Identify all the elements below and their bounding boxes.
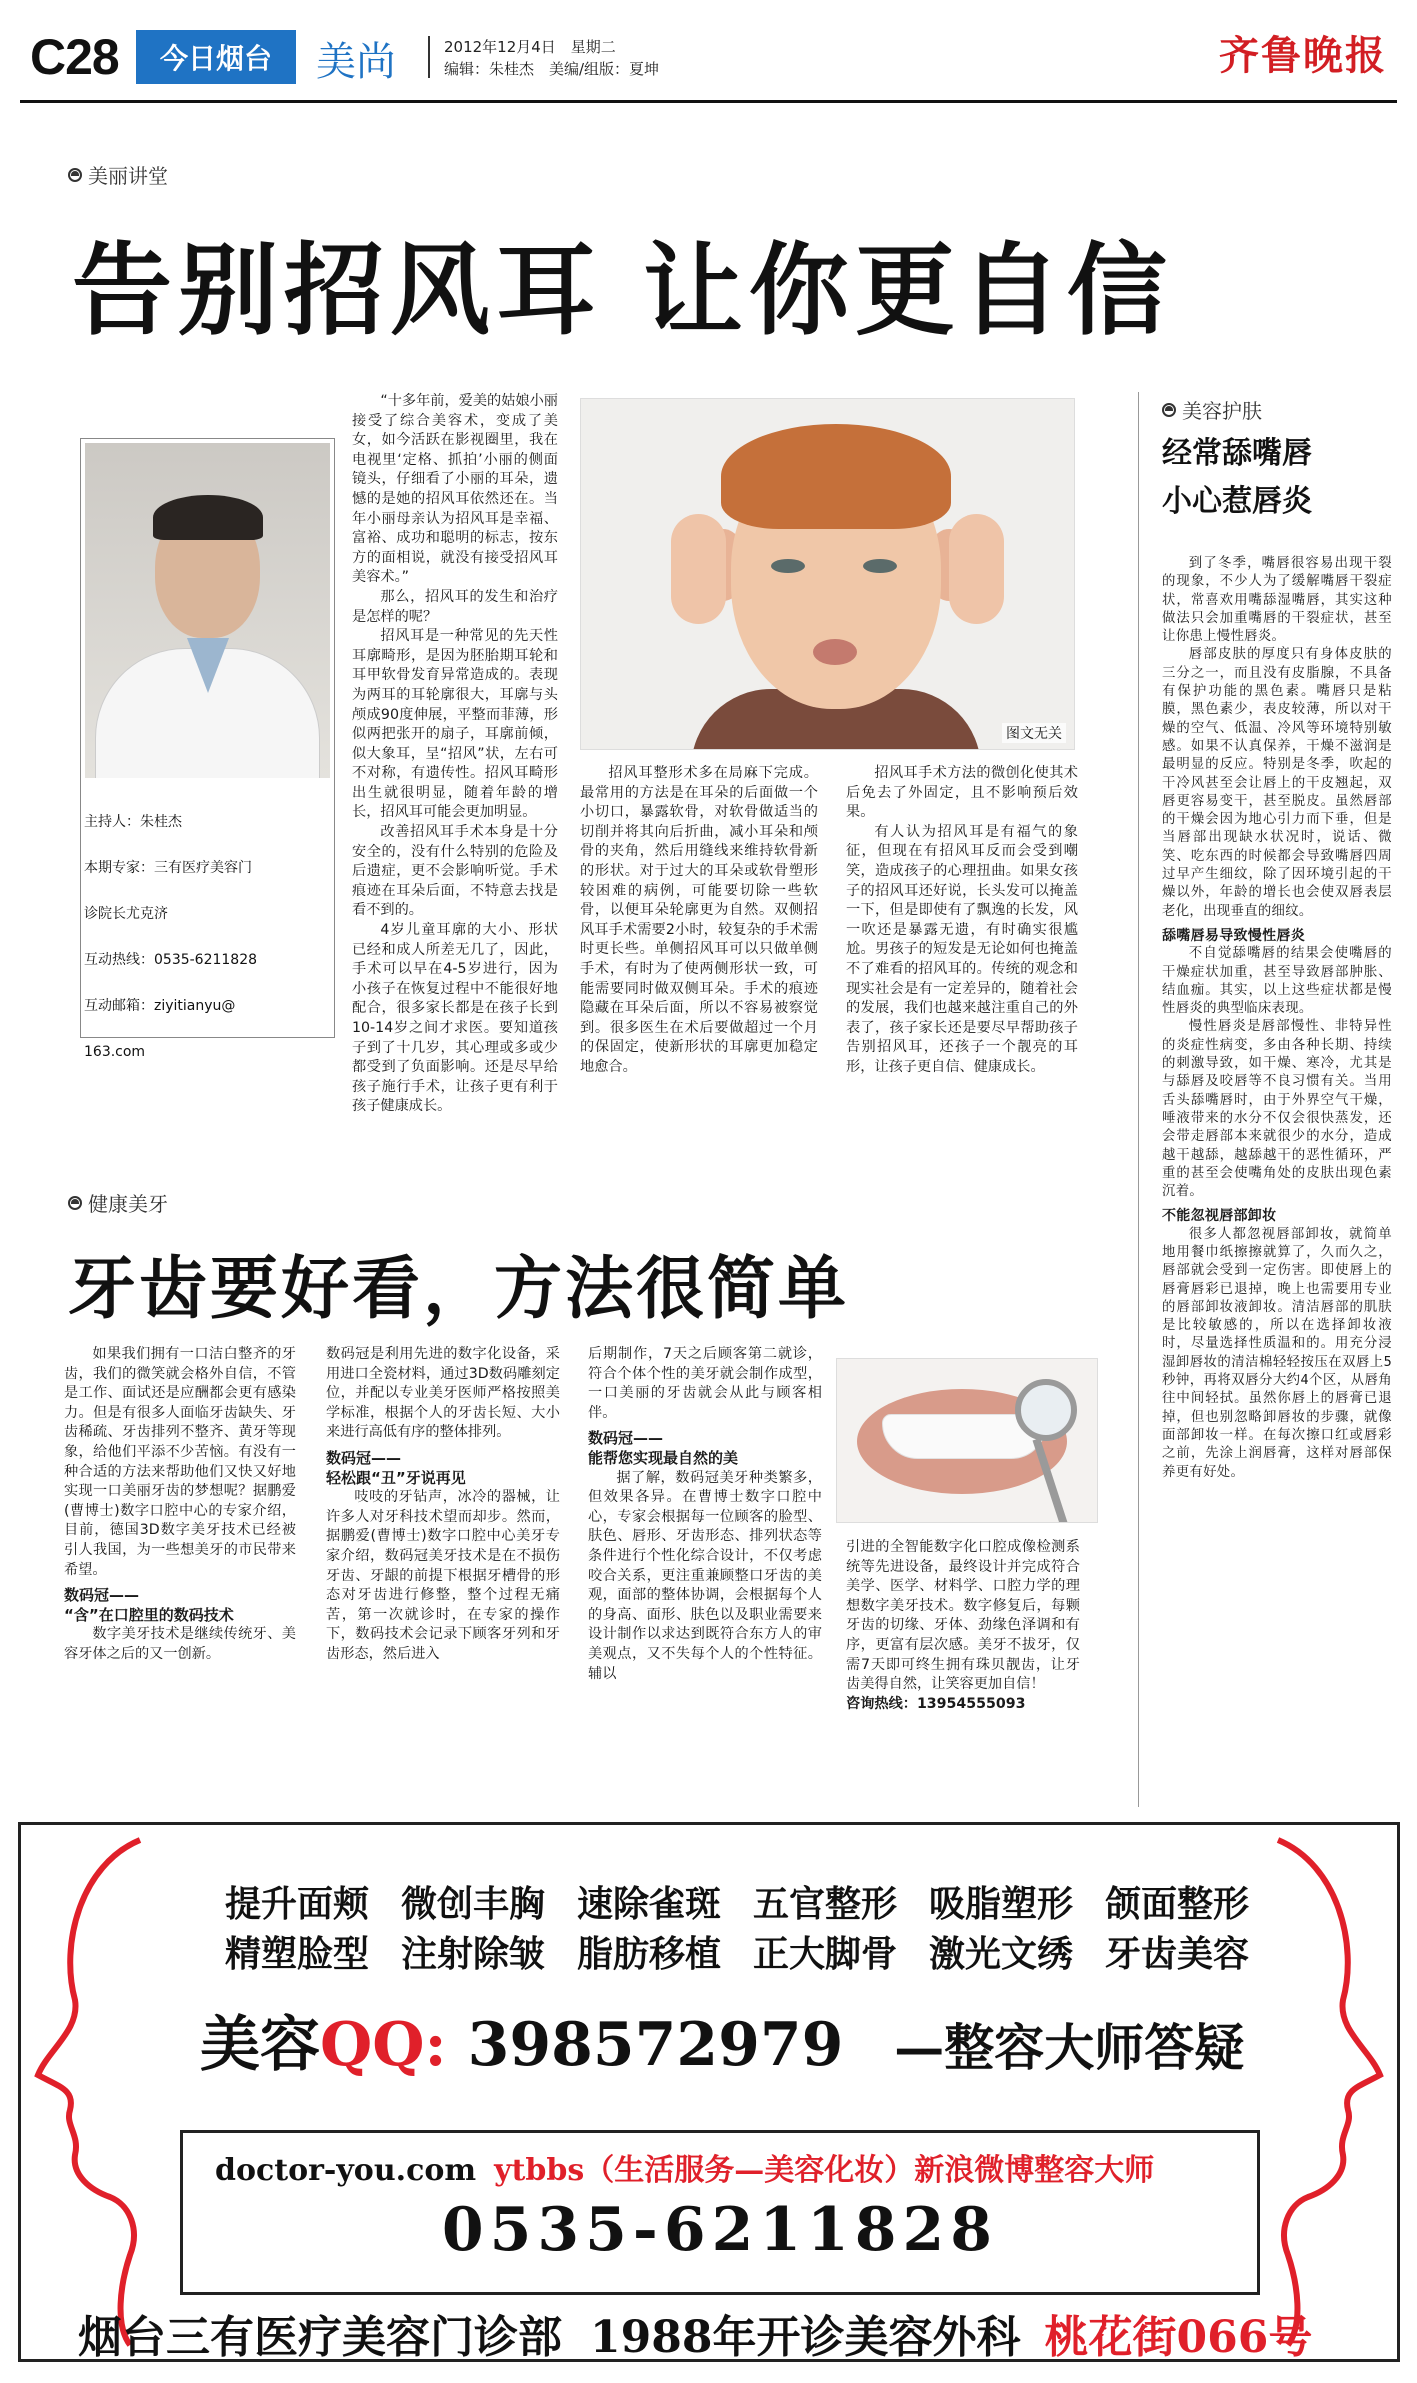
paragraph: 那么，招风耳的发生和治疗是怎样的呢？	[352, 588, 558, 625]
date-line: 2012年12月4日 星期二	[444, 38, 616, 56]
column-marker-icon	[68, 1196, 82, 1210]
paragraph: 招风耳整形术多在局麻下完成。最常用的方法是在耳朵的后面做一个小切口，暴露软骨，对软骨做适当的切削并将其向后折曲，减小耳朵和颅骨的夹角，然后用缝线来维持软骨新的形状。对于过大的耳朵或软骨塑形较困难的病例，可能要切除一些软骨，以便耳朵轮廓更为自然。双侧招风耳手术需要2小时，较复杂的手术需时更长些。单侧招风耳可以只做单侧手术，有时为了使两侧形状一致，可能需要同时做双侧耳朵。手术的痕迹隐藏在耳朵后面，所以不容易被察觉到。很多医生在术后要做超过一个月的保固定，使新形状的耳廓更加稳定地愈合。	[580, 765, 818, 1075]
teeth-photo	[836, 1358, 1098, 1523]
paragraph: 数码冠是利用先进的数字化设备，采用进口全瓷材料，通过3D数码雕刻定位，并配以专业美牙医师严格按照美学标准，根据个人的牙齿长短、大小来进行高低有序的整体排列。	[326, 1346, 560, 1441]
clinic-address: 桃花街066号	[1044, 2312, 1313, 2360]
paragraph: 到了冬季，嘴唇很容易出现干裂的现象，不少人为了缓解嘴唇干裂症状，常喜欢用嘴舔湿嘴唇，其实这种做法只会加重嘴唇的干裂症状，甚至让你患上慢性唇炎。	[1162, 556, 1392, 645]
column-marker-icon	[1162, 403, 1176, 417]
column-label-text: 美容护肤	[1182, 399, 1262, 423]
forum-weibo-links: ytbbs（生活服务—美容化妆）新浪微博整容大师	[494, 2153, 1155, 2188]
article2-col4	[846, 1538, 1080, 1714]
paragraph: 如果我们拥有一口洁白整齐的牙齿，我们的微笑就会格外自信，不管是工作、面试还是应酬都会更有感染力。但是有很多人面临牙齿缺失、牙齿稀疏、牙齿排列不整齐、黄牙等现象，给他们平添不少苦恼。有没有一种合适的方法来帮助他们又快又好地实现一口美丽牙齿的梦想呢？据鹏爱(曹博士)数字口腔中心的专家介绍，目前，德国3D数字美牙技术已经被引人我国，为一些想美牙的市民带来希望。	[64, 1346, 296, 1578]
paragraph: 招风耳是一种常见的先天性耳廓畸形，是因为胚胎期耳轮和耳甲软骨发育异常造成的。表现为两耳的耳轮廓很大，耳廓与头颅成90度伸展，平整而菲薄，形似两把张开的扇子，耳廓前倾，似大象耳，呈“招风”状，左右可不对称，有遗传性。招风耳畸形出生就很明显，随着年龄的增长，招风耳可能会更加明显。	[352, 628, 558, 821]
service-item: 激光文绣	[929, 1933, 1074, 1975]
paragraph: 有人认为招风耳是有福气的象征，但现在有招风耳反而会受到嘲笑，造成孩子的心理扭曲。如果女孩子的招风耳还好说，长头发可以掩盖一下，但是即使有了飘逸的长发，风一吹还是暴露无遗，有时确实很尴尬。男孩子的短发是无论如何也掩盖不了难看的招风耳的。传统的观念和现实社会是有一定差异的，随着社会的发展，我们也越来越注重自己的外表了，孩子家长还是要尽早帮助孩子告别招风耳，还孩子一个靓亮的耳形，让孩子更自信、健康成长。	[846, 823, 1078, 1075]
host-hotline: 互动热线：0535-6211828	[84, 952, 258, 968]
column-label-beauty-lecture	[68, 160, 168, 189]
host-card	[80, 438, 335, 1060]
subheading: “含”在口腔里的数码技术	[64, 1605, 234, 1624]
headline-ears: 告别招风耳 让你更自信	[72, 232, 1173, 349]
service-item: 微创丰胸	[401, 1883, 546, 1925]
host-portrait	[85, 443, 330, 778]
column-label-dental	[68, 1188, 168, 1217]
sidebar-title-line2: 小心惹唇炎	[1162, 484, 1312, 519]
photo-credit: 图文无关	[1002, 723, 1066, 743]
header-rule	[20, 100, 1397, 103]
service-item: 提升面颊	[225, 1883, 370, 1925]
subheading: 数码冠——	[64, 1586, 140, 1605]
paragraph: 不自觉舔嘴唇的结果会使嘴唇的干燥症状加重，甚至导致唇部肿胀、结血痂。其实，以上这些症状都是慢性唇炎的典型临床表现。	[1162, 946, 1392, 1017]
boy-ears-photo	[580, 398, 1075, 750]
subheading: 不能忽视唇部卸妆	[1162, 1208, 1277, 1225]
paragraph: 很多人都忽视唇部卸妆，就简单地用餐巾纸擦擦就算了，久而久之，唇部就会受到一定伤害。即使唇上的唇膏唇彩已退掉，晚上也需要用专业的唇部卸妆液卸妆。清洁唇部的肌肤是比较敏感的，所以在选择卸妆液时，尽量选择性质温和的。用充分浸湿卸唇妆的清洁棉轻轻按压在双唇上5秒钟，再将双唇分大约4个区，从唇角往中间轻拭。虽然你唇上的唇膏已退掉，但也别忽略卸唇妆的步骤，就像面部卸妆一样。在每次擦口红或唇彩之前，先涂上润唇膏，这样对唇部保养更有好处。	[1162, 1226, 1392, 1480]
paragraph: 改善招风耳手术本身是十分安全的，没有什么特别的危险及后遗症，更不会影响听觉。手术痕迹在耳朵后面，不特意去找是看不到的。	[352, 824, 558, 919]
ad-qq-line	[200, 1997, 1244, 2083]
column-label-skincare	[1162, 395, 1262, 424]
paragraph: 招风耳手术方法的微创化使其术后免去了外固定，且不影响预后效果。	[846, 765, 1078, 821]
paragraph: 后期制作，7天之后顾客第二就诊，符合个体个性的美牙就会制作成型，一口美丽的牙齿就会从此与顾客相伴。	[588, 1346, 822, 1421]
paragraph: 据了解，数码冠美牙种类繁多，但效果各异。在曹博士数字口腔中心，专家会根据每一位顾客的脸型、肤色、唇形、牙齿形态、排列状态等条件进行个性化综合设计，不仅考虑咬合关系，更注重兼顾整口牙齿的美观，面部的整体协调，会根据每个人的身高、面形、肤色以及职业需要来设计制作以求达到既符合东方人的审美观点，又不失每个人的个性特征。辅以	[588, 1469, 822, 1682]
paragraph: 4岁儿童耳廓的大小、形状已经和成人所差无几了，因此，手术可以早在4-5岁进行，因为小孩子在恢复过程中不能很好地配合，很多家长都是在孩子长到10-14岁之间才求医。要知道孩子到了十几岁，其心理或多或少都受到了负面影响。还是尽早给孩子施行手术，让孩子更有利于孩子健康成长。	[352, 922, 558, 1115]
dental-hotline: 咨询热线：13954555093	[846, 1695, 1026, 1712]
clinic-advertisement	[20, 1825, 1398, 2360]
article2-col1	[64, 1345, 296, 1665]
paragraph: 慢性唇炎是唇部慢性、非特异性的炎症性病变，多由各种长期、持续的刺激导致，如干燥、寒冷，尤其是与舔唇及咬唇等不良习惯有关。当用舌头舔嘴唇时，由于外界空气干燥，唾液带来的水分不仅会很快蒸发，还会带走唇部本来就很少的水分，造成越干越舔，越舔越干的恶性循环，严重的甚至会使嘴角处的皮肤出现色素沉着。	[1162, 1019, 1392, 1200]
paragraph: 吱吱的牙钻声，冰冷的器械，让许多人对牙科技术望而却步。然而，据鹏爱(曹博士)数字口腔中心美牙专家介绍，数码冠美牙技术是在不损伤牙齿、牙龈的前提下根据牙槽骨的形态对牙齿进行修整，整个过程无痛苦，第一次就诊时，在专家的操作下，数码技术会记录下顾客牙列和牙齿形态，然后进入	[326, 1489, 560, 1662]
host-expert: 本期专家：三有医疗美容门	[84, 860, 252, 876]
page-number: C28	[30, 29, 119, 85]
article2-col3	[588, 1345, 822, 1684]
ad-links	[215, 2145, 1154, 2189]
qq-number: 398572979	[467, 2010, 844, 2080]
service-item: 速除雀斑	[577, 1883, 722, 1925]
service-item: 牙齿美容	[1105, 1933, 1250, 1975]
sidebar-title-line1: 经常舔嘴唇	[1162, 436, 1312, 471]
article1-col2	[580, 764, 818, 1078]
paragraph: 数字美牙技术是继续传统牙、美容牙体之后的又一创新。	[64, 1626, 296, 1662]
header-divider	[428, 36, 430, 78]
host-info	[81, 799, 334, 1075]
column-label-text: 健康美牙	[88, 1192, 168, 1216]
service-item: 注射除皱	[401, 1933, 546, 1975]
paragraph: “十多年前，爱美的姑娘小丽接受了综合美容术，变成了美女，如今活跃在影视圈里，我在电视里‘定格、抓拍’小丽的侧面镜头，仔细看了小丽的耳朵，遗憾的是她的招风耳依然还在。当年小丽母亲认为招风耳是幸福、富裕、成功和聪明的标志，按东方的面相说，就没有接受招风耳美容术。”	[352, 393, 558, 586]
paragraph: 唇部皮肤的厚度只有身体皮肤的三分之一，而且没有皮脂腺，不具备有保护功能的黑色素。嘴唇只是粘膜，黑色素少，表皮较薄，所以对干燥的空气、低温、冷风等环境特别敏感。如果不认真保养，干燥不滋润是最明显的反应。特别是冬季，吹起的干冷风甚至会让唇上的干皮翘起，双唇更容易变干，甚至脱皮。虽然唇部的干燥会因为地心引力而下垂，但是当唇部出现缺水状况时，说话、微笑、吃东西的时候都会导致嘴唇四周过早产生细纹，除了因环境引起的干燥以外，年龄的增长也会使双唇表层老化，出现垂直的细纹。	[1162, 647, 1392, 919]
subheading: 轻松跟“丑”牙说再见	[326, 1468, 466, 1487]
column-marker-icon	[68, 168, 82, 182]
qq-label: 美容	[200, 2010, 320, 2080]
ad-slogan: —整容大师答疑	[894, 2018, 1245, 2077]
ad-services	[225, 1879, 1281, 1979]
website-link[interactable]: doctor-you.com	[215, 2153, 477, 2188]
service-item: 吸脂塑形	[929, 1883, 1074, 1925]
staff-line: 编辑：朱桂杰 美编/组版：夏坤	[444, 60, 660, 78]
sidebar-divider	[1138, 392, 1139, 1807]
sidebar-body	[1162, 555, 1392, 1482]
service-item: 脂肪移植	[577, 1933, 722, 1975]
article1-col3	[846, 764, 1078, 1078]
subheading: 能帮您实现最自然的美	[588, 1448, 739, 1467]
host-email: 互动邮箱：ziyitianyu@	[84, 998, 236, 1014]
host-email-domain: 163.com	[84, 1044, 146, 1060]
clinic-since: 1988年开诊美容外科	[590, 2312, 1021, 2360]
article1-col1	[352, 392, 558, 1117]
service-item: 精塑脸型	[225, 1933, 370, 1975]
service-item: 颌面整形	[1105, 1883, 1250, 1925]
header-meta	[444, 36, 659, 80]
paragraph: 引进的全智能数字化口腔成像检测系统等先进设备，最终设计并完成符合美学、医学、材料学、口腔力学的理想数字美牙技术。数字修复后，每颗牙齿的切缘、牙体、劲缘色泽调和有序，更富有层次感。美牙不拔牙，仅需7天即可终生拥有珠贝靓齿，让牙齿美得自然，让笑容更加自信！	[846, 1539, 1080, 1693]
sidebar-title	[1162, 430, 1312, 526]
host-name: 主持人：朱桂杰	[84, 814, 182, 830]
ad-contact-box	[180, 2130, 1260, 2295]
paper-logo: 齐鲁晚报	[1219, 32, 1387, 79]
ad-clinic-line	[78, 2301, 1312, 2360]
section-tab: 今日烟台	[136, 30, 296, 84]
clinic-name: 烟台三有医疗美容门诊部	[78, 2312, 562, 2360]
headline-teeth: 牙齿要好看，方法很简单	[68, 1250, 850, 1329]
host-expert-title: 诊院长尤克济	[84, 906, 168, 922]
ad-phone: 0535-6211828	[441, 2195, 999, 2265]
article2-col2	[326, 1345, 560, 1665]
column-label-text: 美丽讲堂	[88, 164, 168, 188]
subheading: 数码冠——	[326, 1448, 402, 1467]
subheading: 数码冠——	[588, 1429, 664, 1448]
qq-label-red: QQ:	[320, 2010, 447, 2080]
service-item: 五官整形	[753, 1883, 898, 1925]
subheading: 舔嘴唇易导致慢性唇炎	[1162, 927, 1305, 944]
service-item: 正大脚骨	[753, 1933, 898, 1975]
channel-name: 美尚	[316, 39, 396, 85]
